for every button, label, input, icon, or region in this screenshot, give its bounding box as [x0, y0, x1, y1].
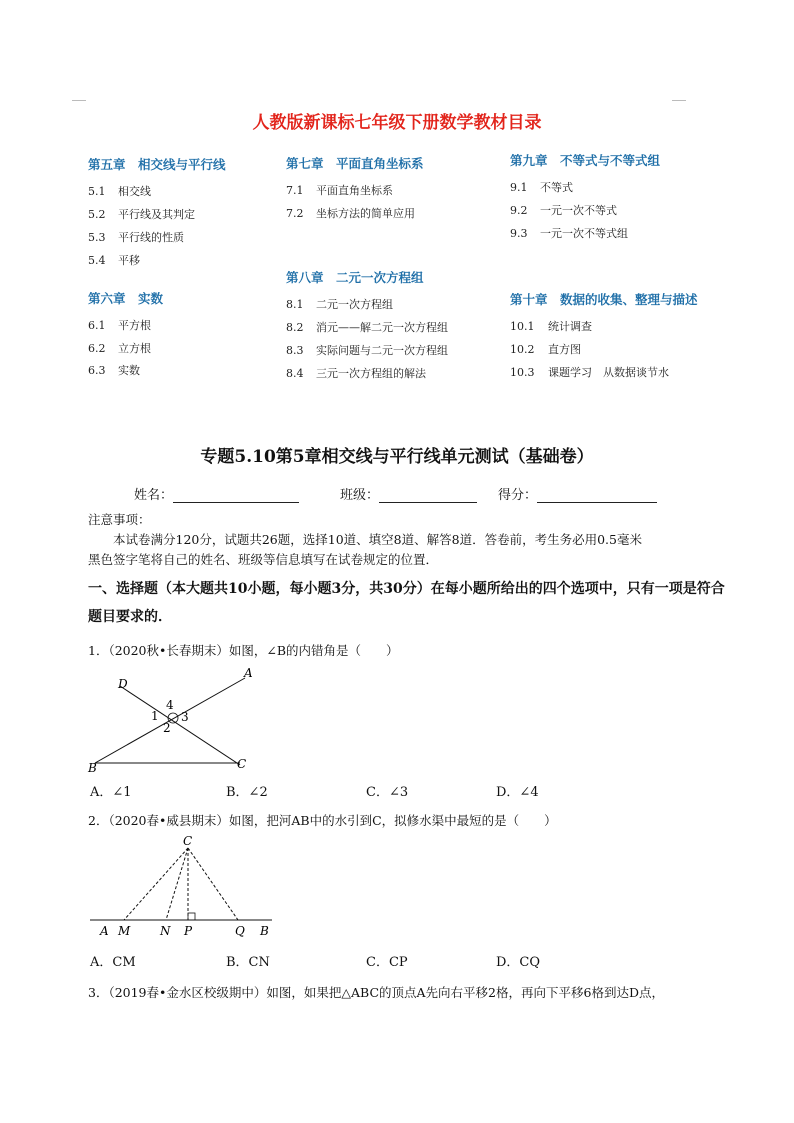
class-field[interactable]: 班级： — [340, 484, 477, 503]
chapter-5-title: 第五章 相交线与平行线 — [88, 157, 226, 172]
toc-item: 7.1 平面直角坐标系 — [286, 184, 393, 197]
section-heading: 一、选择题（本大题共10小题，每小题3分，共30分）在每小题所给出的四个选项中，只有一项是符合 — [88, 581, 725, 597]
chapter-6-title: 第六章 实数 — [88, 291, 164, 306]
toc-item: 8.4 三元一次方程组的解法 — [286, 367, 426, 380]
score-field[interactable]: 得分： — [498, 484, 657, 503]
label-A: A — [244, 666, 253, 680]
angle-label-2: 2 — [163, 721, 171, 735]
toc-item: 6.1 平方根 — [88, 319, 151, 332]
label-D: D — [118, 677, 128, 691]
chapter-7-title: 第七章 平面直角坐标系 — [286, 156, 424, 171]
option-c[interactable]: C．CP — [366, 955, 408, 970]
label-M: M — [118, 924, 131, 938]
toc-item: 5.3 平行线的性质 — [88, 231, 184, 244]
option-a[interactable]: A．CM — [90, 955, 136, 970]
section-heading: 题目要求的． — [88, 609, 172, 625]
toc-item: 8.1 二元一次方程组 — [286, 298, 393, 311]
angle-label-1: 1 — [151, 709, 159, 723]
option-a[interactable]: A．∠1 — [90, 785, 132, 800]
toc-item: 10.2 直方图 — [510, 343, 581, 356]
label-A: A — [100, 924, 109, 938]
chapter-9-title: 第九章 不等式与不等式组 — [510, 153, 661, 168]
name-field[interactable]: 姓名： — [134, 484, 299, 503]
label-N: N — [160, 924, 171, 938]
toc-item: 6.3 实数 — [88, 364, 140, 377]
question-1-stem: 1．（2020秋•长春期末）如图，∠B的内错角是（ ） — [88, 643, 399, 658]
option-d[interactable]: D．CQ — [496, 955, 541, 970]
toc-item: 6.2 立方根 — [88, 342, 151, 355]
question-2-stem: 2．（2020春•威县期末）如图，把河AB中的水引到C，拟修水渠中最短的是（ ） — [88, 813, 557, 828]
notice-line: 本试卷满分120分，试题共26题，选择10道、填空8道、解答8道．答卷前，考生务必用0.5毫米 — [113, 532, 642, 547]
toc-item: 9.3 一元一次不等式组 — [510, 227, 628, 240]
toc-item: 9.1 不等式 — [510, 181, 573, 194]
notice-line: 黑色签字笔将自己的姓名、班级等信息填写在试卷规定的位置． — [88, 552, 439, 567]
option-b[interactable]: B．CN — [226, 955, 270, 970]
option-d[interactable]: D．∠4 — [496, 785, 539, 800]
label-B: B — [88, 761, 97, 775]
toc-item: 8.2 消元——解二元一次方程组 — [286, 321, 448, 334]
label-C: C — [237, 757, 247, 771]
option-c[interactable]: C．∠3 — [366, 785, 409, 800]
toc-item: 7.2 坐标方法的简单应用 — [286, 207, 415, 220]
question-1-figure — [85, 660, 270, 775]
angle-label-4: 4 — [166, 698, 174, 712]
toc-item: 5.4 平移 — [88, 254, 140, 267]
option-b[interactable]: B．∠2 — [226, 785, 268, 800]
label-B: B — [260, 924, 269, 938]
toc-item: 10.1 统计调查 — [510, 320, 592, 333]
label-Q: Q — [235, 924, 245, 938]
toc-item: 5.2 平行线及其判定 — [88, 208, 195, 221]
angle-label-3: 3 — [181, 710, 189, 724]
chapter-8-title: 第八章 二元一次方程组 — [286, 270, 424, 285]
notice-label: 注意事项： — [88, 512, 151, 527]
toc-title: 人教版新课标七年级下册数学教材目录 — [252, 113, 542, 133]
toc-item: 5.1 相交线 — [88, 185, 151, 198]
toc-item: 9.2 一元一次不等式 — [510, 204, 617, 217]
question-3-stem: 3．（2019春•金水区校级期中）如图，如果把△ABC的顶点A先向右平移2格，再向下平移6格到达D点， — [88, 985, 664, 1000]
chapter-10-title: 第十章 数据的收集、整理与描述 — [510, 292, 698, 307]
test-title: 专题5.10第5章相交线与平行线单元测试（基础卷） — [200, 447, 594, 467]
toc-item: 8.3 实际问题与二元一次方程组 — [286, 344, 448, 357]
label-P: P — [184, 924, 193, 938]
label-C: C — [183, 834, 193, 848]
toc-item: 10.3 课题学习 从数据谈节水 — [510, 366, 669, 379]
question-2-figure — [88, 832, 278, 942]
